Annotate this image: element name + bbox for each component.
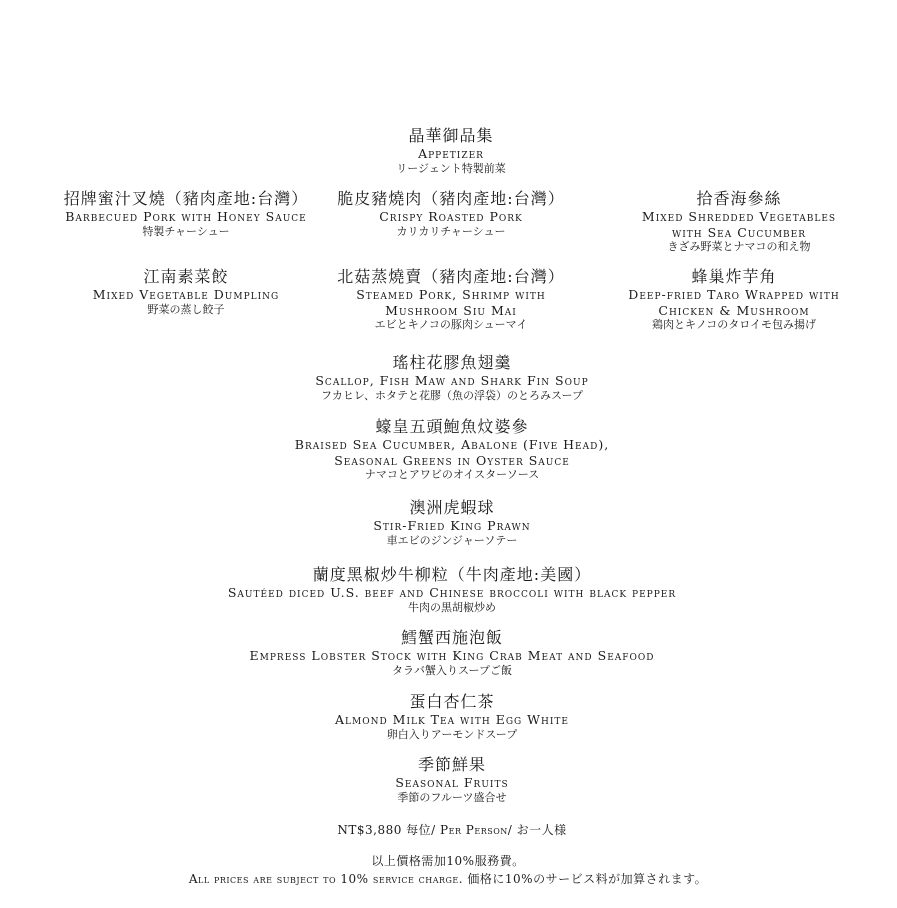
dish-jp: カリカリチャーシュー xyxy=(396,224,506,238)
dish-jp: 野菜の蒸し餃子 xyxy=(147,302,225,316)
course-almond-tea xyxy=(335,692,569,741)
course-zh: 蠔皇五頭鮑魚炆婆參 xyxy=(375,417,529,436)
dish-en-line2: Mushroom Siu Mai xyxy=(385,302,517,318)
appetizer-zh: 晶華御品集 xyxy=(408,126,494,145)
dish-en-line2: with Sea Cucumber xyxy=(671,224,807,240)
dish-en-line2: Chicken & Mushroom xyxy=(658,302,810,318)
dish-jp: きざみ野菜とナマコの和え物 xyxy=(667,240,811,254)
course-zh: 蘭度黑椒炒牛柳粒 xyxy=(312,565,449,584)
course-fruits xyxy=(395,755,508,804)
dish-taro xyxy=(628,267,839,332)
dish-en: Crispy Roasted Pork xyxy=(379,209,523,224)
course-en-line1: Braised Sea Cucumber, Abalone (Five Head), xyxy=(294,437,610,452)
dish-barbecued-pork xyxy=(64,189,308,238)
course-jp: 卵白入りアーモンドスープ xyxy=(386,727,518,741)
course-jp: タラバ蟹入りスープご飯 xyxy=(392,663,512,677)
course-zh: 瑤柱花膠魚翅羹 xyxy=(392,353,512,372)
course-zh: 季節鮮果 xyxy=(417,755,487,774)
dish-en: Mixed Vegetable Dumpling xyxy=(92,287,280,302)
course-jp: 季節のフルーツ盛合せ xyxy=(397,790,507,804)
dish-jp: エビとキノコの豚肉シューマイ xyxy=(374,318,528,332)
dish-zh: 脆皮豬燒肉 xyxy=(337,189,423,208)
course-jp: 車エビのジンジャーソテー xyxy=(386,533,518,547)
appetizer-jp: リージェント特製前菜 xyxy=(396,161,506,175)
dish-origin: （豬肉產地:台灣） xyxy=(165,189,309,208)
dish-en: Barbecued Pork with Honey Sauce xyxy=(65,209,307,224)
dish-jp: 特製チャーシュー xyxy=(142,224,230,238)
course-en: Stir-Fried King Prawn xyxy=(373,518,531,533)
dish-zh: 江南素菜餃 xyxy=(143,267,229,286)
course-crab-rice xyxy=(250,628,655,677)
course-zh: 澳洲虎蝦球 xyxy=(409,498,495,517)
course-en: Scallop, Fish Maw and Shark Fin Soup xyxy=(315,373,589,388)
dish-sea-cucumber xyxy=(642,189,836,254)
course-en: Seasonal Fruits xyxy=(395,775,509,790)
dish-siu-mai xyxy=(337,267,564,332)
course-jp: 牛肉の黒胡椒炒め xyxy=(407,600,496,614)
appetizer-en: Appetizer xyxy=(418,146,484,161)
dish-crispy-pork xyxy=(337,189,564,238)
course-en: Almond Milk Tea with Egg White xyxy=(334,712,570,727)
dish-en-line1: Steamed Pork, Shrimp with xyxy=(356,287,546,302)
dish-origin: （豬肉產地:台灣） xyxy=(422,267,565,286)
price-per-person: NT$3,880 每位/ Per Person/ お一人様 xyxy=(337,823,567,837)
course-jp: フカヒレ、ホタテと花膠（魚の浮袋）のとろみスープ xyxy=(321,388,583,402)
course-zh: 鱈蟹西施泡飯 xyxy=(400,628,504,647)
course-origin: （牛肉產地:美國） xyxy=(448,565,592,584)
course-king-prawn xyxy=(373,498,530,547)
service-charge-en: All prices are subject to 10% service charge. 価格に10%のサービス料が加算されます。 xyxy=(188,872,708,886)
course-en: Sautéed diced U.S. beef and Chinese broccoli with black pepper xyxy=(227,585,677,600)
course-en: Empress Lobster Stock with King Crab Meat and Seafood xyxy=(249,648,655,663)
dish-zh: 招牌蜜汁叉燒 xyxy=(63,189,166,208)
dish-en-line1: Deep-fried Taro Wrapped with xyxy=(628,287,840,302)
dish-origin: （豬肉產地:台灣） xyxy=(422,189,565,208)
dish-zh: 北菇蒸燒賣 xyxy=(337,267,423,286)
dish-en-line1: Mixed Shredded Vegetables xyxy=(641,209,837,224)
dish-zh: 蜂巢炸芋角 xyxy=(691,267,777,286)
appetizer-heading xyxy=(396,126,506,175)
course-abalone xyxy=(295,417,609,482)
course-shark-fin-soup xyxy=(315,353,588,402)
course-zh: 蛋白杏仁茶 xyxy=(409,692,495,711)
service-charge-zh: 以上價格需加10%服務費。 xyxy=(371,854,525,868)
dish-vegetable-dumpling xyxy=(93,267,280,316)
course-en-line2: Seasonal Greens in Oyster Sauce xyxy=(334,452,570,468)
course-jp: ナマコとアワビのオイスターソース xyxy=(364,468,540,482)
dish-zh: 拾香海參絲 xyxy=(696,189,782,208)
dish-jp: 鶏肉とキノコのタロイモ包み揚げ xyxy=(652,318,816,332)
course-beef xyxy=(228,565,676,614)
